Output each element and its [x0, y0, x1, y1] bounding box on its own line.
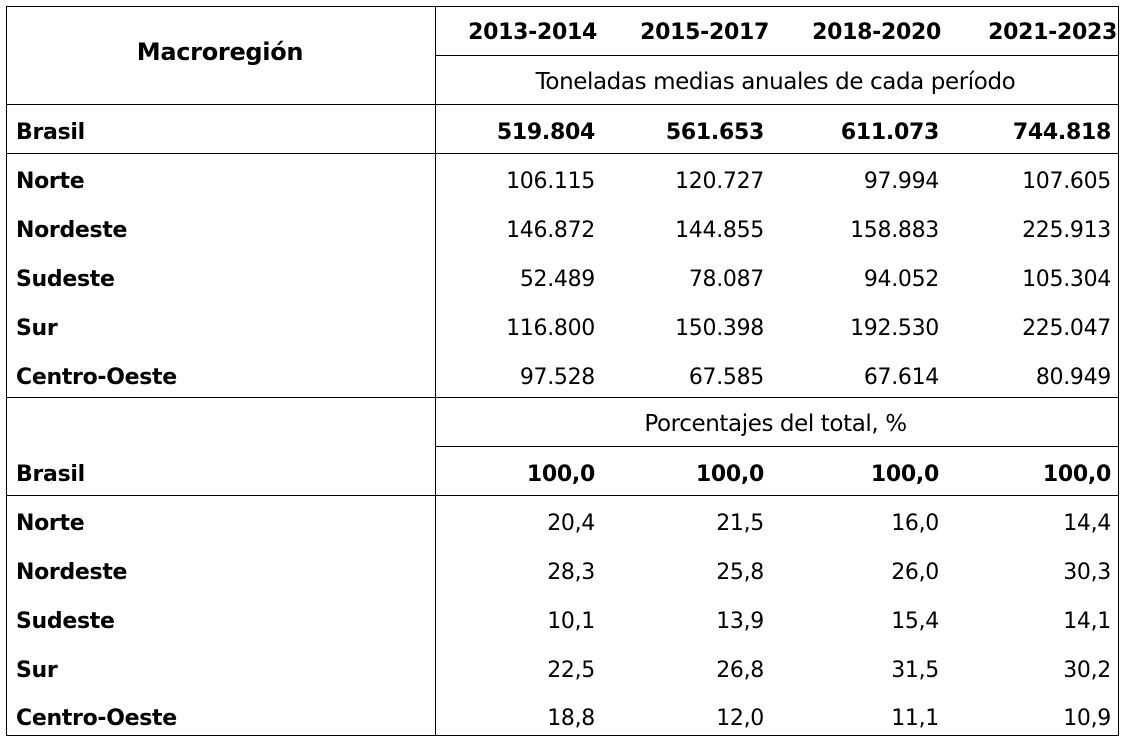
- data-cell: 10,9: [1063, 706, 1111, 731]
- region-label: Sur: [16, 658, 58, 683]
- data-cell: 22,5: [547, 658, 595, 683]
- data-cell: 94.052: [863, 267, 939, 292]
- region-label: Sudeste: [16, 267, 115, 292]
- data-cell: 13,9: [716, 609, 764, 634]
- data-cell: 97.994: [863, 169, 939, 194]
- data-cell: 10,1: [547, 609, 595, 634]
- data-cell: 12,0: [716, 706, 764, 731]
- column-divider: [435, 7, 436, 735]
- total-cell: 100,0: [526, 462, 595, 487]
- row-divider: [7, 153, 1118, 154]
- region-label: Nordeste: [16, 560, 128, 585]
- data-cell: 18,8: [547, 706, 595, 731]
- region-label: Nordeste: [16, 218, 128, 243]
- data-cell: 30,3: [1063, 560, 1111, 585]
- total-row-label: Brasil: [16, 120, 85, 145]
- total-cell: 100,0: [695, 462, 764, 487]
- total-cell: 611.073: [840, 120, 939, 145]
- data-cell: 20,4: [547, 511, 595, 536]
- data-cell: 25,8: [716, 560, 764, 585]
- data-cell: 150.398: [675, 316, 764, 341]
- region-label: Norte: [16, 169, 85, 194]
- region-label: Norte: [16, 511, 85, 536]
- column-header: 2013-2014: [468, 20, 597, 45]
- data-cell: 225.047: [1022, 316, 1111, 341]
- data-cell: 120.727: [675, 169, 764, 194]
- data-cell: 31,5: [891, 658, 939, 683]
- row-divider: [435, 446, 1118, 447]
- data-cell: 28,3: [547, 560, 595, 585]
- column-header: 2015-2017: [640, 20, 769, 45]
- data-cell: 15,4: [891, 609, 939, 634]
- total-cell: 100,0: [870, 462, 939, 487]
- data-cell: 105.304: [1022, 267, 1111, 292]
- total-cell: 744.818: [1012, 120, 1111, 145]
- region-label: Sur: [16, 316, 58, 341]
- data-cell: 192.530: [850, 316, 939, 341]
- total-cell: 561.653: [665, 120, 764, 145]
- data-cell: 52.489: [519, 267, 595, 292]
- data-cell: 26,8: [716, 658, 764, 683]
- data-cell: 80.949: [1035, 365, 1111, 390]
- data-cell: 67.614: [863, 365, 939, 390]
- data-cell: 107.605: [1022, 169, 1111, 194]
- data-cell: 225.913: [1022, 218, 1111, 243]
- data-cell: 16,0: [891, 511, 939, 536]
- header-divider: [435, 55, 1118, 56]
- column-header: 2021-2023: [988, 20, 1117, 45]
- data-cell: 11,1: [891, 706, 939, 731]
- data-cell: 106.115: [506, 169, 595, 194]
- total-cell: 519.804: [496, 120, 595, 145]
- data-cell: 158.883: [850, 218, 939, 243]
- data-cell: 116.800: [506, 316, 595, 341]
- data-cell: 78.087: [688, 267, 764, 292]
- data-cell: 14,1: [1063, 609, 1111, 634]
- region-label: Sudeste: [16, 609, 115, 634]
- total-cell: 100,0: [1042, 462, 1111, 487]
- macroregion-header: Macroregión: [136, 38, 304, 66]
- column-header: 2018-2020: [812, 20, 941, 45]
- data-cell: 26,0: [891, 560, 939, 585]
- percent-section-title: Porcentajes del total, %: [644, 411, 907, 437]
- row-divider: [7, 397, 1118, 398]
- data-cell: 146.872: [506, 218, 595, 243]
- row-divider: [7, 104, 1118, 105]
- tonnes-section-title: Toneladas medias anuales de cada período: [535, 69, 1016, 95]
- data-cell: 97.528: [519, 365, 595, 390]
- data-cell: 21,5: [716, 511, 764, 536]
- data-cell: 144.855: [675, 218, 764, 243]
- row-divider: [7, 495, 1118, 496]
- region-label: Centro-Oeste: [16, 365, 177, 390]
- region-label: Centro-Oeste: [16, 706, 177, 731]
- data-cell: 30,2: [1063, 658, 1111, 683]
- data-cell: 14,4: [1063, 511, 1111, 536]
- data-cell: 67.585: [688, 365, 764, 390]
- total-row-label: Brasil: [16, 462, 85, 487]
